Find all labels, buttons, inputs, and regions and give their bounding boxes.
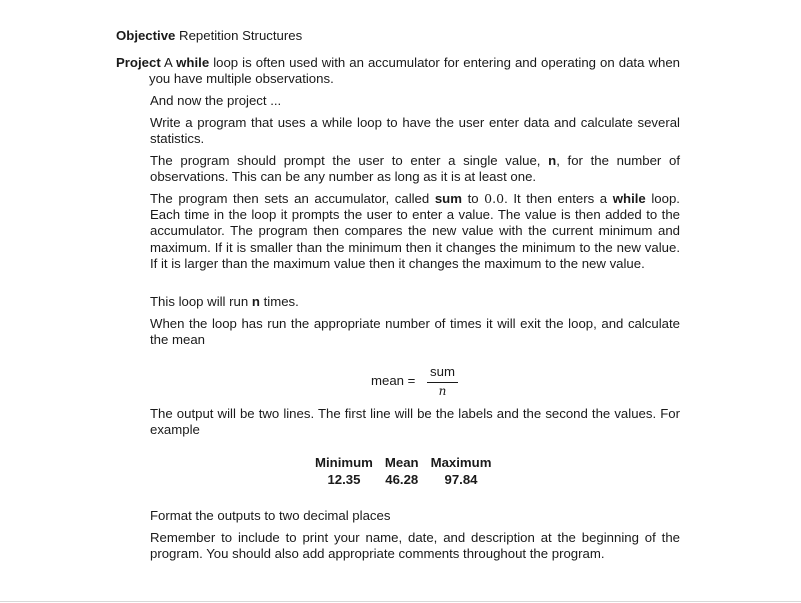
table-header-cell: Mean — [384, 455, 419, 471]
equation-numerator: sum — [430, 364, 455, 379]
variable-n: n — [548, 153, 557, 168]
objective-line — [116, 28, 302, 44]
paragraph-write-program — [150, 115, 680, 147]
objective-text: Repetition Structures — [179, 28, 303, 43]
equation-lhs: mean = — [371, 373, 416, 388]
page-bottom-divider — [0, 601, 801, 602]
paragraph-output-text: The output will be two lines. The first line will be the labels and the second the values. For example — [150, 406, 680, 438]
table-row — [309, 472, 497, 489]
variable-n: n — [251, 294, 260, 309]
paragraph-loop-runs-text-a: This loop will run — [150, 294, 249, 309]
project-intro-text-a: A — [164, 55, 173, 70]
paragraph-format-text: Format the outputs to two decimal places — [150, 508, 391, 523]
value-zero: 0.0 — [484, 191, 505, 206]
table-cell: 97.84 — [444, 472, 478, 488]
table-cell: 46.28 — [385, 472, 419, 488]
paragraph-prompt-n — [150, 153, 680, 185]
paragraph-accumulator-text-b: to — [467, 191, 479, 206]
table-header-cell: Maximum — [430, 455, 492, 471]
paragraph-loop-runs — [150, 294, 680, 310]
paragraph-format — [150, 508, 680, 524]
project-label: Project — [116, 55, 161, 70]
while-keyword: while — [176, 55, 210, 70]
paragraph-prompt-n-text-b: , for the number of observations. This can be any number as long as it is at least one. — [150, 153, 680, 185]
paragraph-accumulator-text-a: The program then sets an accumulator, called — [150, 191, 430, 206]
while-keyword: while — [612, 191, 646, 206]
paragraph-exit-loop-text: When the loop has run the appropriate number of times it will exit the loop, and calculate the mean — [150, 316, 680, 348]
variable-sum: sum — [434, 191, 462, 206]
project-intro-text-b: loop is often used with an accumulator for entering and operating on data when you have multiple observations. — [149, 55, 680, 87]
paragraph-accumulator — [150, 191, 680, 272]
table-cell: 12.35 — [327, 472, 361, 488]
paragraph-loop-runs-text-b: times. — [263, 294, 299, 309]
objective-label: Objective — [116, 28, 176, 43]
table-header-row — [309, 455, 497, 472]
equation-denominator: n — [438, 384, 447, 398]
project-intro — [116, 55, 680, 87]
paragraph-write-program-text: Write a program that uses a while loop to have the user enter data and calculate several statistics. — [150, 115, 680, 147]
example-output-table — [309, 455, 497, 489]
paragraph-remember — [150, 530, 680, 562]
paragraph-exit-loop — [150, 316, 680, 348]
paragraph-remember-text: Remember to include to print your name, date, and description at the beginning of the program. You should also add appropriate comments throughout the program. — [150, 530, 680, 562]
paragraph-prompt-n-text-a: The program should prompt the user to enter a single value, — [150, 153, 541, 168]
paragraph-and-now — [150, 93, 680, 109]
paragraph-output — [150, 406, 680, 438]
paragraph-accumulator-text-c: . It then enters a — [504, 191, 608, 206]
mean-equation — [371, 364, 481, 400]
table-header-cell: Minimum — [315, 455, 373, 471]
paragraph-accumulator-text-d: loop. Each time in the loop it prompts the user to enter a value. The value is then added to the accumulator. The program then compares the new value with the current minimum and maximum. If it is smaller than the minimum then it changes the minimum to the new value. If it is larger than the maximum value then it changes the maximum to the new value. — [150, 191, 680, 271]
paragraph-and-now-text: And now the project ... — [150, 93, 282, 108]
